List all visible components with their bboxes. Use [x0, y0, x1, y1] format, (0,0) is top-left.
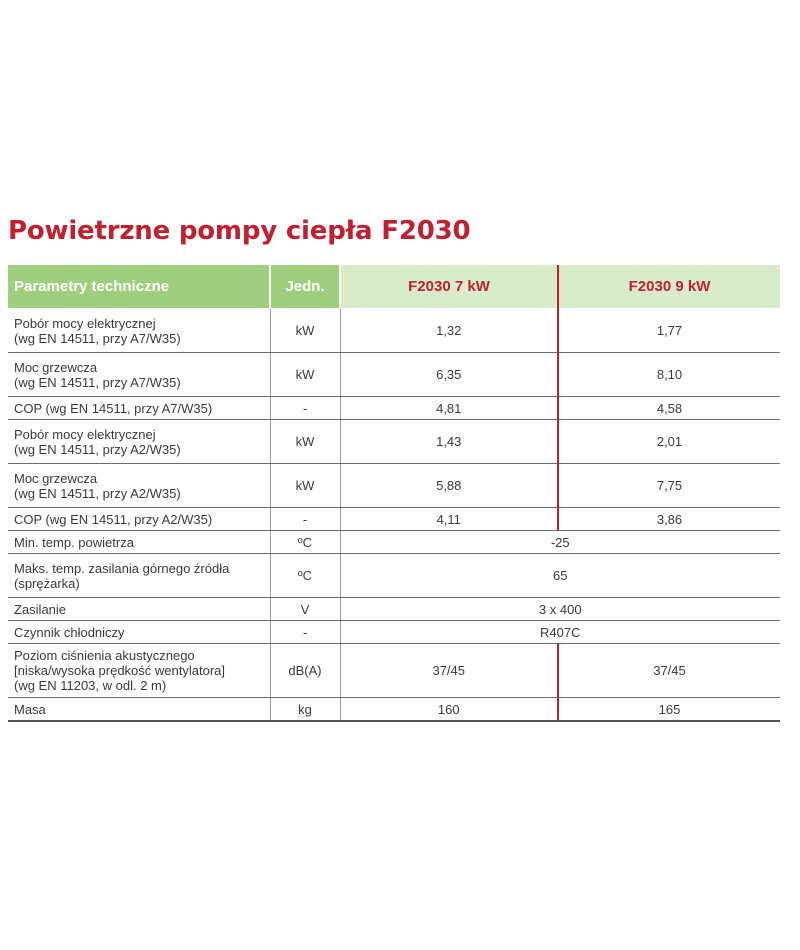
param-line: Poziom ciśnienia akustycznego — [14, 648, 195, 663]
table-row — [8, 464, 780, 508]
table-row — [8, 508, 780, 531]
param-line: Pobór mocy elektrycznej — [14, 426, 156, 442]
value-cell-9kw: 8,10 — [558, 353, 780, 397]
unit-cell: - — [270, 397, 340, 420]
param-line: Moc grzewcza — [14, 470, 98, 486]
unit-cell: V — [270, 598, 340, 621]
value-cell-7kw: 4,81 — [340, 397, 558, 420]
value-cell-9kw: 3,86 — [558, 508, 780, 531]
value-cell-shared: 65 — [340, 554, 780, 598]
header-model-9kw: F2030 9 kW — [558, 265, 780, 309]
unit-cell: kg — [270, 698, 340, 722]
header-unit: Jedn. — [270, 265, 340, 309]
value-cell-7kw: 37/45 — [340, 644, 558, 698]
spec-table-header — [8, 265, 780, 309]
param-cell — [8, 598, 270, 621]
param-cell — [8, 397, 270, 420]
param-line: Moc grzewcza — [14, 359, 98, 375]
table-row — [8, 397, 780, 420]
param-line: (wg EN 14511, przy A7/W35) — [14, 374, 181, 390]
table-row — [8, 698, 780, 722]
value-cell-9kw: 1,77 — [558, 309, 780, 353]
param-cell — [8, 644, 270, 698]
value-cell-9kw: 2,01 — [558, 420, 780, 464]
spec-table — [8, 265, 780, 722]
param-cell — [8, 531, 270, 554]
param-cell — [8, 508, 270, 531]
param-cell — [8, 554, 270, 598]
param-line: Masa — [14, 701, 46, 717]
param-line: (wg EN 14511, przy A2/W35) — [14, 441, 181, 457]
unit-cell: dB(A) — [270, 644, 340, 698]
param-line: Pobór mocy elektrycznej — [14, 315, 156, 331]
unit-cell: kW — [270, 464, 340, 508]
table-row — [8, 598, 780, 621]
param-line: Maks. temp. zasilania górnego źródła — [14, 560, 230, 576]
param-line: (sprężarka) — [14, 575, 80, 591]
param-line: Zasilanie — [14, 601, 67, 617]
spec-table-body — [8, 309, 780, 722]
table-row — [8, 420, 780, 464]
value-cell-7kw: 6,35 — [340, 353, 558, 397]
param-line: (wg EN 14511, przy A7/W35) — [14, 330, 181, 346]
value-cell-7kw: 1,43 — [340, 420, 558, 464]
header-model-7kw: F2030 7 kW — [340, 265, 558, 309]
unit-cell: ºC — [270, 554, 340, 598]
value-cell-9kw: 37/45 — [558, 644, 780, 698]
value-cell-shared: 3 x 400 — [340, 598, 780, 621]
param-line: [niska/wysoka prędkość wentylatora] — [14, 663, 225, 678]
unit-cell: - — [270, 508, 340, 531]
value-cell-7kw: 1,32 — [340, 309, 558, 353]
table-row — [8, 554, 780, 598]
param-cell — [8, 464, 270, 508]
value-cell-9kw: 7,75 — [558, 464, 780, 508]
table-row — [8, 531, 780, 554]
value-cell-9kw: 165 — [558, 698, 780, 722]
value-cell-7kw: 5,88 — [340, 464, 558, 508]
param-cell — [8, 309, 270, 353]
unit-cell: - — [270, 621, 340, 644]
param-cell — [8, 621, 270, 644]
param-line: (wg EN 11203, w odl. 2 m) — [14, 678, 167, 693]
param-cell — [8, 698, 270, 722]
page-title: Powietrzne pompy ciepła F2030 — [8, 216, 471, 246]
table-row — [8, 309, 780, 353]
table-row — [8, 353, 780, 397]
header-row — [8, 265, 780, 309]
param-line: COP (wg EN 14511, przy A7/W35) — [14, 400, 213, 416]
param-cell — [8, 420, 270, 464]
param-line: (wg EN 14511, przy A2/W35) — [14, 485, 181, 501]
value-cell-7kw: 4,11 — [340, 508, 558, 531]
table-row — [8, 644, 780, 698]
param-line: Min. temp. powietrza — [14, 534, 134, 550]
param-line: COP (wg EN 14511, przy A2/W35) — [14, 511, 213, 527]
value-cell-7kw: 160 — [340, 698, 558, 722]
value-cell-9kw: 4,58 — [558, 397, 780, 420]
header-param: Parametry techniczne — [8, 265, 270, 309]
param-line: Czynnik chłodniczy — [14, 624, 125, 640]
unit-cell: ºC — [270, 531, 340, 554]
table-row — [8, 621, 780, 644]
unit-cell: kW — [270, 309, 340, 353]
value-cell-shared: -25 — [340, 531, 780, 554]
param-cell — [8, 353, 270, 397]
unit-cell: kW — [270, 420, 340, 464]
unit-cell: kW — [270, 353, 340, 397]
value-cell-shared: R407C — [340, 621, 780, 644]
